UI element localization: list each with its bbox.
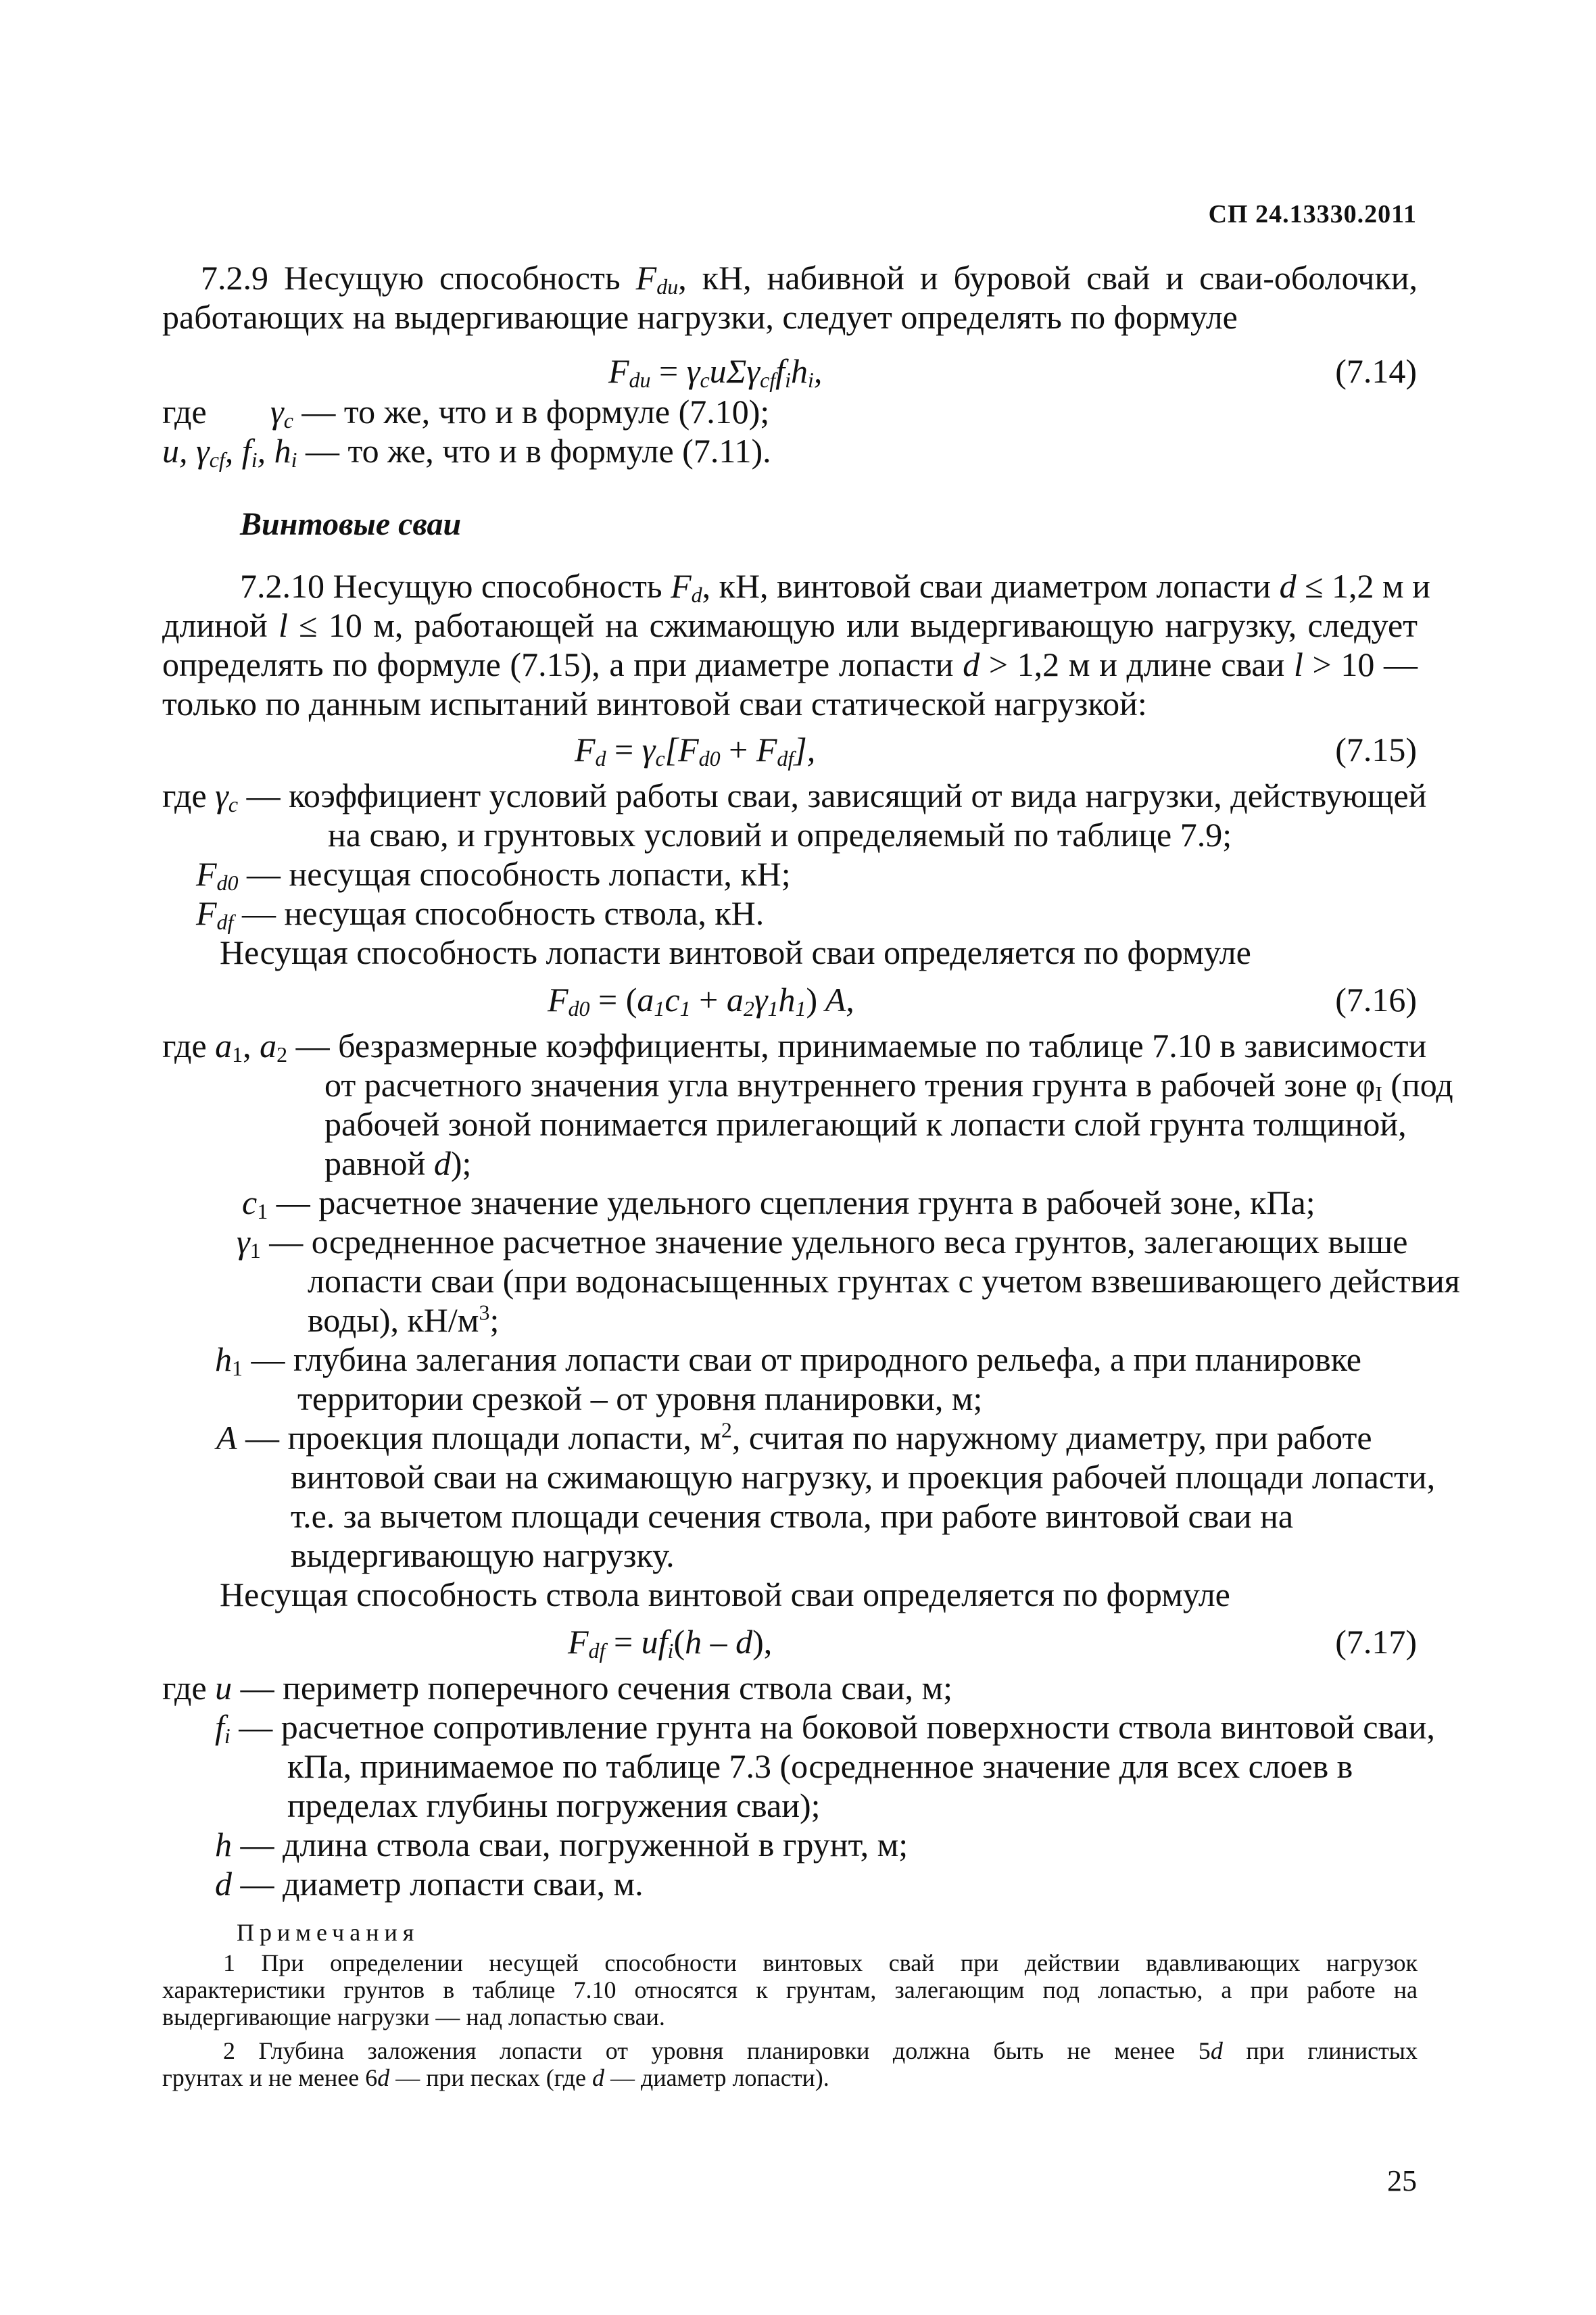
shaft-intro: Несущая способность ствола винтовой сваи определяется по формуле bbox=[220, 1576, 1230, 1613]
where-gamma1: $\gamma_1$ — осредненное расчетное значение удельного веса грунтов, залегающих выше bbox=[237, 1223, 1408, 1263]
where-a-line3: рабочей зоной понимается прилегающий к лопасти слой грунта толщиной, bbox=[324, 1105, 1407, 1143]
formula-7-14: $F_{du} = \gamma_cu\Sigma\gamma_{cf}f_ih_i$, bbox=[608, 352, 823, 393]
formula-7-17: $F_{df} = uf_i(h - d)$, bbox=[568, 1623, 773, 1663]
where-u-gcf: u, $\gamma_{cf}$, $f_i$, $h_i$ — то же, что и в формуле (7.11). bbox=[162, 432, 771, 472]
where-fi-line3: пределах глубины погружения сваи); bbox=[287, 1786, 821, 1824]
s729-line2: работающих на выдергивающие нагрузки, следует определять по формуле bbox=[162, 298, 1238, 336]
formula-7-15: $F_d = \gamma_c[F_{d0} + F_{df}]$, bbox=[575, 731, 816, 771]
where-gamma1-line2: лопасти сваи (при водонасыщенных грунтах с учетом взвешивающего действия bbox=[308, 1262, 1460, 1300]
where-A-line2: винтовой сваи на сжимающую нагрузку, и проекция рабочей площади лопасти, bbox=[291, 1458, 1436, 1496]
where-fd0: $F_{d0}$ — несущая способность лопасти, кН; bbox=[196, 855, 791, 896]
where-u: где u — периметр поперечного сечения ствола сваи, м; bbox=[162, 1669, 953, 1707]
note1-line3: выдергивающие нагрузки — над лопастью сваи. bbox=[162, 2003, 665, 2030]
where-gamma-c-715-cont: на сваю, и грунтовых условий и определяемый по таблице 7.9; bbox=[328, 816, 1232, 854]
s7210-line2: длиной l ≤ 10 м, работающей на сжимающую или выдергивающую нагрузку, следует bbox=[162, 606, 1418, 644]
where-label: где bbox=[162, 393, 207, 431]
where-a-line4: равной d); bbox=[324, 1144, 472, 1182]
where-a-line2: от расчетного значения угла внутреннего трения грунта в рабочей зоне $\varphi_I$ (под bbox=[324, 1066, 1453, 1106]
notes-title: Примечания bbox=[237, 1919, 420, 1946]
note1-line1: 1 При определении несущей способности винтовых свай при действии вдавливающих нагрузок bbox=[223, 1949, 1418, 1976]
formula-number-7-15: (7.15) bbox=[1335, 731, 1417, 769]
section-heading: Винтовые сваи bbox=[240, 506, 462, 542]
s7210-line3: определять по формуле (7.15), а при диаметре лопасти d > 1,2 м и длине сваи l > 10 — bbox=[162, 645, 1418, 683]
where-h1: $h_1$ — глубина залегания лопасти сваи от природного рельефа, а при планировке bbox=[215, 1340, 1361, 1381]
s7210-line4: только по данным испытаний винтовой сваи статической нагрузкой: bbox=[162, 685, 1147, 723]
where-d: d — диаметр лопасти сваи, м. bbox=[215, 1865, 644, 1903]
s729-line1: 7.2.9 Несущую способность $F_{du}$, кН, набивной и буровой свай и сваи-оболочки, bbox=[201, 259, 1418, 299]
where-a1-a2: где $a_1$, $a_2$ — безразмерные коэффициенты, принимаемые по таблице 7.10 в зависимости bbox=[162, 1027, 1427, 1067]
note2-line1: 2 Глубина заложения лопасти от уровня планировки должна быть не менее 5d при глинистых bbox=[223, 2037, 1418, 2064]
where-gamma-c-715: где $\gamma_c$ — коэффициент условий работы сваи, зависящий от вида нагрузки, действующей bbox=[162, 777, 1427, 817]
where-A-line4: выдергивающую нагрузку. bbox=[291, 1536, 675, 1574]
formula-7-16: $F_{d0} = (a_1c_1 + a_2\gamma_1h_1)$ A, bbox=[548, 981, 854, 1021]
where-h: h — длина ствола сваи, погруженной в грунт, м; bbox=[215, 1826, 909, 1863]
page-number: 25 bbox=[1387, 2164, 1417, 2197]
formula-number-7-16: (7.16) bbox=[1335, 981, 1417, 1019]
where-fdf: $F_{df}$ — несущая способность ствола, кН. bbox=[196, 894, 765, 935]
where-gamma-c: $\gamma_c$ — то же, что и в формуле (7.10); bbox=[270, 393, 770, 433]
formula-number-7-17: (7.17) bbox=[1335, 1623, 1417, 1661]
where-fi: $f_i$ — расчетное сопротивление грунта на боковой поверхности ствола винтовой сваи, bbox=[215, 1708, 1435, 1749]
where-fi-line2: кПа, принимаемое по таблице 7.3 (осредненное значение для всех слоев в bbox=[287, 1747, 1353, 1785]
blade-intro: Несущая способность лопасти винтовой сваи определяется по формуле bbox=[220, 933, 1251, 971]
document-code: СП 24.13330.2011 bbox=[1208, 200, 1417, 228]
note1-line2: характеристики грунтов в таблице 7.10 относятся к грунтам, залегающим под лопастью, а при работе на bbox=[162, 1976, 1418, 2003]
s7210-line1: 7.2.10 Несущую способность $F_d$, кН, винтовой сваи диаметром лопасти d ≤ 1,2 м и bbox=[240, 567, 1430, 608]
where-A: A — проекция площади лопасти, $м^2$, считая по наружному диаметру, при работе bbox=[216, 1417, 1372, 1457]
where-gamma1-line3: воды), $кН/м^3$; bbox=[308, 1300, 500, 1339]
where-h1-line2: территории срезкой – от уровня планировки, м; bbox=[297, 1380, 983, 1417]
formula-number-7-14: (7.14) bbox=[1335, 352, 1417, 390]
where-A-line3: т.е. за вычетом площади сечения ствола, при работе винтовой сваи на bbox=[291, 1497, 1294, 1535]
where-c1: $c_1$ — расчетное значение удельного сцепления грунта в рабочей зоне, кПа; bbox=[242, 1184, 1315, 1224]
note2-line2: грунтах и не менее 6d — при песках (где d — диаметр лопасти). bbox=[162, 2064, 829, 2091]
